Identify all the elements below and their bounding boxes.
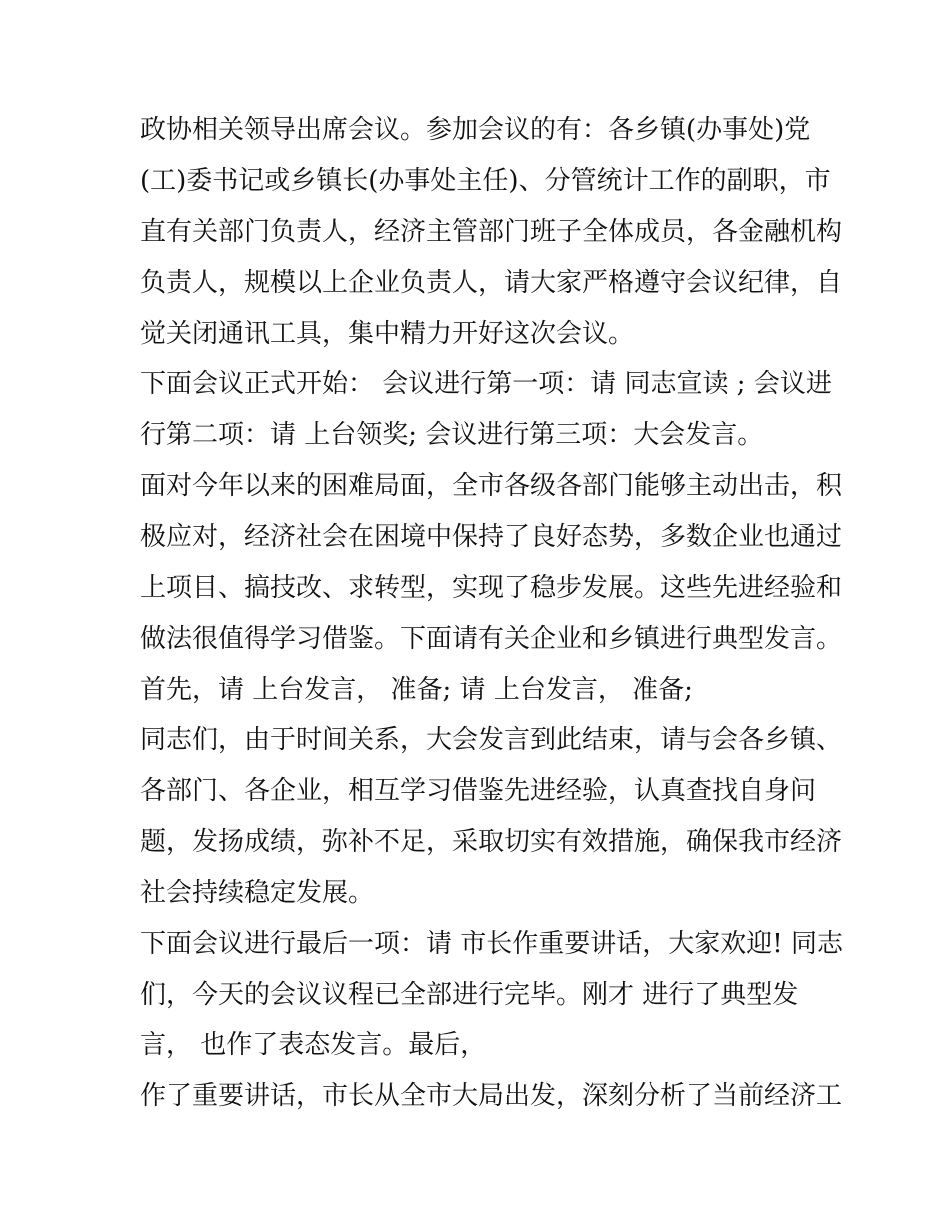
text-line: 作了重要讲话，市长从全市大局出发，深刻分析了当前经济工	[140, 1081, 843, 1111]
text-line: 社会持续稳定发展。	[140, 878, 375, 908]
text-line: 下面会议进行最后一项：请 市长作重要讲话，大家欢迎! 同志	[140, 929, 843, 959]
text-line: 各部门、各企业，相互学习借鉴先进经验，认真查找自身问	[140, 776, 817, 806]
text-line: 言， 也作了表态发言。最后，	[140, 1030, 487, 1060]
text-line: 行第二项：请 上台领奖; 会议进行第三项：大会发言。	[140, 420, 764, 450]
text-line: 直有关部门负责人，经济主管部门班子全体成员，各金融机构	[140, 217, 843, 247]
text-line: 负责人，规模以上企业负责人，请大家严格遵守会议纪律，自	[140, 268, 843, 298]
text-line: 做法很值得学习借鉴。下面请有关企业和乡镇进行典型发言。	[140, 624, 843, 654]
text-line: (工)委书记或乡镇长(办事处主任)、分管统计工作的副职，市	[140, 166, 831, 196]
text-line: 觉关闭通讯工具，集中精力开好这次会议。	[140, 319, 635, 349]
text-line: 同志们，由于时间关系，大会发言到此结束，请与会各乡镇、	[140, 725, 843, 755]
text-line: 题，发扬成绩，弥补不足，采取切实有效措施，确保我市经济	[140, 827, 843, 857]
text-line: 下面会议正式开始： 会议进行第一项：请 同志宣读 ; 会议进	[140, 369, 832, 399]
text-line: 们，今天的会议议程已全部进行完毕。刚才 进行了典型发	[140, 980, 799, 1010]
text-line: 上项目、搞技改、求转型，实现了稳步发展。这些先进经验和	[140, 573, 843, 603]
text-line: 政协相关领导出席会议。参加会议的有：各乡镇(办事处)党	[140, 115, 811, 145]
text-line: 极应对，经济社会在困境中保持了良好态势，多数企业也通过	[140, 522, 843, 552]
text-line: 面对今年以来的困难局面，全市各级各部门能够主动出击，积	[140, 471, 843, 501]
text-line: 首先，请 上台发言， 准备; 请 上台发言， 准备;	[140, 675, 693, 705]
